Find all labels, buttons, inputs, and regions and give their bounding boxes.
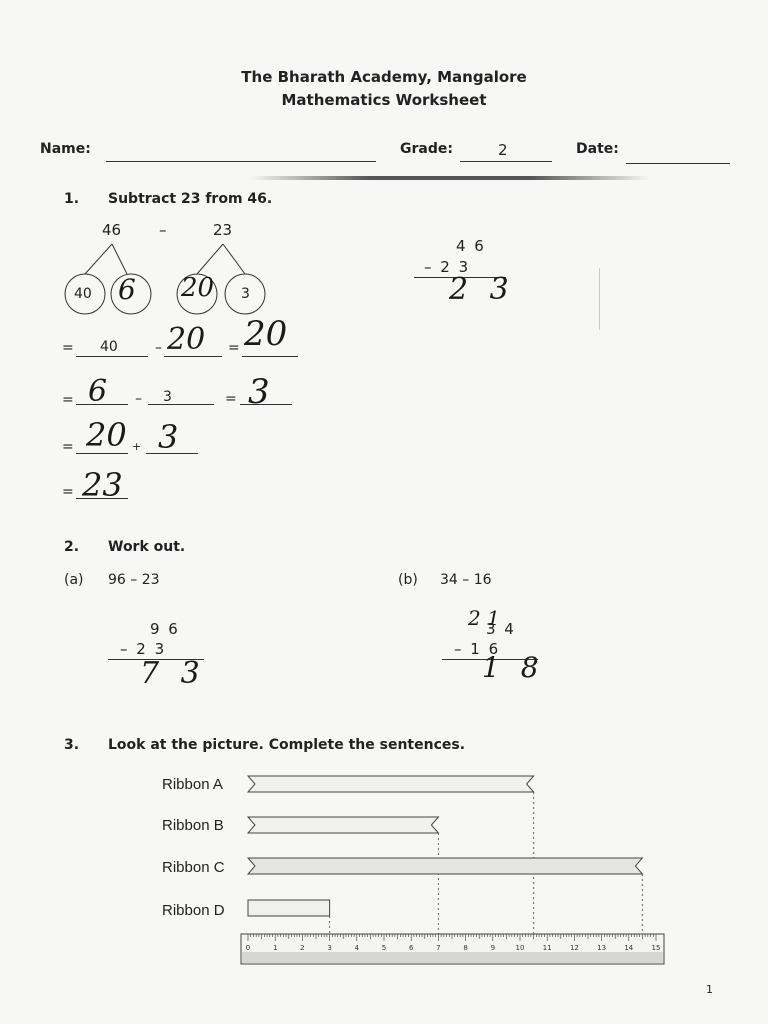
eq1-a: 40 [100,339,118,355]
q2a-vertical-subtrahend: – 2 3 [120,640,167,658]
ribbon-d-ribbon [248,900,330,916]
name-label: Name: [40,141,91,157]
ruler-label-13: 13 [597,944,607,952]
q1-minus: – [159,221,167,239]
eq4-equals: = [62,484,74,500]
q2b-vertical-top: 3 4 [486,620,516,638]
eq3-op: + [132,440,142,453]
eq2-op: – [135,391,142,407]
ribbon-b-ribbon [248,817,438,833]
q2a-answer: 7 3 [140,656,206,691]
ruler-shade [242,952,663,963]
eq4-a: 23 [82,466,123,504]
q2b-label: (b) [398,572,418,588]
ribbon-c-ribbon [248,858,642,874]
ruler-label-12: 12 [569,944,579,952]
ribbon-c-label: Ribbon C [162,859,225,876]
ruler-label-0: 0 [245,944,251,952]
page-number: 1 [706,983,713,996]
q1-left-number: 46 [102,221,122,239]
q2a-vertical-top: 9 6 [150,620,180,638]
q2b-borrow-marks: 2 1 [468,606,500,630]
grade-label: Grade: [400,141,453,157]
eq3-a: 20 [86,416,127,454]
eq2-equals: = [62,392,74,408]
grade-value: 2 [498,141,508,159]
ribbon-b-label: Ribbon B [162,817,224,834]
ruler-label-8: 8 [463,944,468,952]
ruler-label-10: 10 [515,944,525,952]
bond-value-20: 20 [181,273,215,303]
q1-vertical-answer: 2 3 [449,272,515,307]
bond-value-6: 6 [118,273,136,306]
ruler-label-6: 6 [408,944,414,952]
ribbon-d-label: Ribbon D [162,902,225,919]
q1-vertical-subtrahend: – 2 3 [424,258,471,276]
ribbon-a-label: Ribbon A [162,776,223,793]
eq1-equals2: = [228,340,240,356]
ruler-label-15: 15 [651,944,661,952]
ruler-label-3: 3 [327,944,332,952]
q1-vertical-top: 4 6 [456,237,486,255]
q2-number: 2. [64,539,80,555]
bond-value-3: 3 [241,286,250,302]
eq2-b: 3 [163,389,172,405]
q2-prompt: Work out. [108,539,186,555]
ruler-label-9: 9 [490,944,496,952]
ruler-label-4: 4 [354,944,360,952]
ruler-label-2: 2 [300,944,305,952]
ruler-label-11: 11 [542,944,552,952]
eq3-equals: = [62,439,74,455]
eq1-equals: = [62,340,74,356]
q2b-answer: 1 8 [482,651,545,684]
eq1-b: 20 [167,322,206,357]
eq1-result: 20 [244,314,288,354]
q3-prompt: Look at the picture. Complete the sentences. [108,737,466,753]
date-label: Date: [576,141,619,157]
worksheet-title: Mathematics Worksheet [281,91,487,109]
eq2-a: 6 [88,374,108,409]
eq2-equals2: = [225,391,237,407]
ruler-label-7: 7 [436,944,441,952]
q3-number: 3. [64,737,80,753]
ruler-label-5: 5 [381,944,387,952]
school-title: The Bharath Academy, Mangalore [241,68,527,86]
ribbon-a-ribbon [248,776,534,792]
eq2-result: 3 [248,372,270,412]
q2b-expression: 34 – 16 [440,572,492,588]
q2a-label: (a) [64,572,84,588]
q1-right-number: 23 [213,221,233,239]
q2a-expression: 96 – 23 [108,572,160,588]
ruler-label-14: 14 [624,944,634,952]
eq1-op: – [155,340,162,356]
ruler-label-1: 1 [272,944,278,952]
q1-number: 1. [64,191,80,207]
q1-prompt: Subtract 23 from 46. [108,191,273,207]
bond-value-40: 40 [74,286,92,302]
q2b-vertical-subtrahend: – 1 6 [454,640,501,658]
eq3-b: 3 [158,418,179,456]
